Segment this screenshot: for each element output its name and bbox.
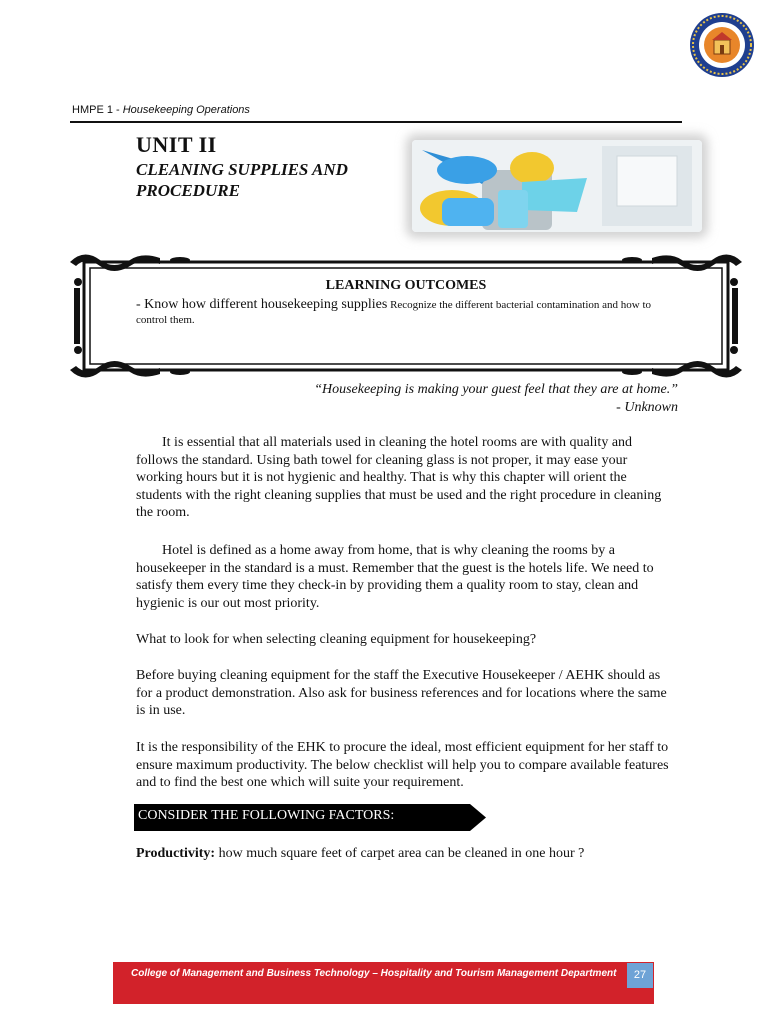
learning-outcomes-title: LEARNING OUTCOMES	[325, 278, 487, 293]
factors-banner-label: CONSIDER THE FOLLOWING FACTORS:	[138, 808, 395, 823]
footer-text: College of Management and Business Technology – Hospitality and Tourism Management Department	[131, 968, 617, 979]
unit-subtitle: CLEANING SUPPLIES AND PROCEDURE	[136, 160, 348, 200]
paragraph: Before buying cleaning equipment for the staff the Executive Housekeeper / AEHK should as for a product demonstration. Also ask for business references and for locations where the same is in use.	[136, 668, 667, 719]
productivity-label: Productivity:	[136, 846, 216, 861]
page-number: 27	[627, 963, 653, 988]
course-subject: Housekeeping Operations	[122, 104, 250, 116]
paragraph: Hotel is defined as a home away from home, that is why cleaning the rooms by a housekeeper in the standard is a must. Remember that the guest is the hotels life. We need to satisfy them every time they check-in by providing them a quality room to stay, clean and hygienic is our out most priority.	[136, 543, 654, 611]
unit-title: UNIT II	[136, 132, 217, 157]
seal-icon	[689, 12, 755, 78]
cleaning-supplies-image	[412, 140, 702, 232]
outcome-lead: - Know how different housekeeping supplies	[136, 297, 388, 312]
course-code: HMPE 1 -	[72, 104, 123, 116]
outcome-rest: Recognize the different bacterial contamination and how to control them.	[136, 299, 652, 326]
running-header	[72, 104, 250, 116]
paragraph: It is the responsibility of the EHK to procure the ideal, most efficient equipment for her staff to ensure maximum productivity. The below checklist will help you to compare available features and to find the best one which will suite your requirement.	[136, 740, 669, 791]
header-divider	[70, 121, 682, 123]
learning-outcomes-item	[136, 297, 676, 327]
productivity-text: how much square feet of carpet area can be cleaned in one hour ?	[215, 846, 585, 861]
quote-text: “Housekeeping is making your guest feel that they are at home.”	[314, 382, 678, 397]
quote-author: - Unknown	[616, 400, 678, 415]
paragraph: What to look for when selecting cleaning equipment for housekeeping?	[136, 632, 537, 647]
paragraph: It is essential that all materials used in cleaning the hotel rooms are with quality and follows the standard. Using bath towel for cleaning glass is not proper, it may ease your working hours but it is not hygienic and healthy. That is why this chapter will orient the students with the right cleaning supplies that must be used and the right procedure in cleaning the room.	[136, 435, 662, 521]
productivity-item	[136, 846, 676, 862]
epigraph	[260, 381, 678, 417]
